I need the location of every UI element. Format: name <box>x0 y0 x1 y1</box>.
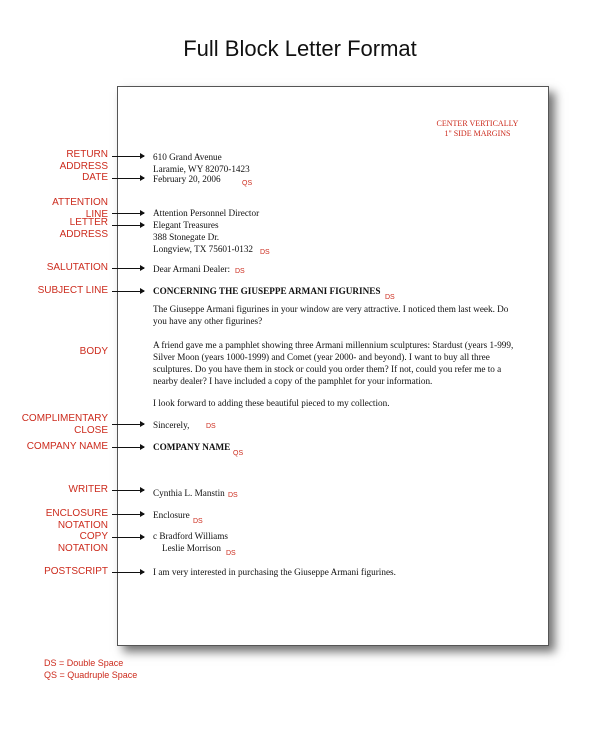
label-body: BODY <box>79 346 108 357</box>
center-vertically-note <box>420 119 535 139</box>
label-enclosure-notation: ENCLOSURE NOTATION <box>45 508 108 531</box>
arrow-subject-line <box>112 291 144 292</box>
arrow-date <box>112 178 144 179</box>
arrow-enclosure-notation <box>112 514 144 515</box>
ds-mark: DS <box>385 294 395 301</box>
label-date: DATE <box>82 172 108 183</box>
enclosure-notation: Enclosure <box>153 510 190 520</box>
legend-qs: QS = Quadruple Space <box>44 670 138 680</box>
ds-mark: DS <box>260 249 270 256</box>
company-name: COMPANY NAME <box>153 442 231 452</box>
label-copy-notation: COPY NOTATION <box>57 531 108 554</box>
salutation: Dear Armani Dealer: <box>153 264 231 274</box>
arrow-postscript <box>112 572 144 573</box>
writer-name: Cynthia L. Manstin <box>153 488 225 498</box>
label-subject-line: SUBJECT LINE <box>37 285 108 296</box>
arrow-complimentary-close <box>112 424 144 425</box>
label-company-name: COMPANY NAME <box>26 441 108 452</box>
arrow-salutation <box>112 268 144 269</box>
ds-mark: DS <box>226 550 236 557</box>
subject-line: CONCERNING THE GIUSEPPE ARMANI FIGURINES <box>153 286 381 296</box>
ds-mark: DS <box>228 492 238 499</box>
ds-mark: DS <box>193 518 203 525</box>
copy-notation: c Bradford Williams Leslie Morrison <box>153 531 228 553</box>
label-writer: WRITER <box>68 484 108 495</box>
body-paragraph-1: The Giuseppe Armani figurines in your window are very attractive. I noticed them last week. Do you have any other figurines? <box>153 304 509 326</box>
arrow-writer <box>112 490 144 491</box>
center-note-line2: 1" SIDE MARGINS <box>444 129 511 138</box>
arrow-letter-address <box>112 225 144 226</box>
label-letter-address: LETTER ADDRESS <box>59 217 108 240</box>
body-paragraph-3: I look forward to adding these beautiful pieced to my collection. <box>153 398 390 408</box>
body-paragraph-2: A friend gave me a pamphlet showing three Armani millennium sculptures: Stardust (years 1-999, Silver Moon (years 1000-1999) and Comet (year 2000- and beyond). I want to buy all three sculptures. Do you have them in stock or could you order them? If not, could you refer me to a nearby dealer? I have included a copy of the pamphlet for your information. <box>153 340 514 386</box>
label-salutation: SALUTATION <box>46 262 108 273</box>
return-address: 610 Grand Avenue Laramie, WY 82070-1423 <box>153 152 250 174</box>
qs-mark: QS <box>233 450 244 457</box>
label-attention-line: ATTENTION LINE <box>52 197 108 220</box>
ds-mark: DS <box>235 268 245 275</box>
inside-address: Elegant Treasures 388 Stonegate Dr. Longview, TX 75601-0132 <box>153 220 254 254</box>
postscript: I am very interested in purchasing the Giuseppe Armani figurines. <box>153 567 396 577</box>
complimentary-close: Sincerely, <box>153 420 190 430</box>
label-complimentary-close: COMPLIMENTARY CLOSE <box>21 413 108 436</box>
label-return-address: RETURN ADDRESS <box>59 149 108 172</box>
arrow-company-name <box>112 447 144 448</box>
arrow-attention-line <box>112 213 144 214</box>
label-postscript: POSTSCRIPT <box>44 566 108 577</box>
page-title: Full Block Letter Format <box>183 36 417 61</box>
ds-mark: DS <box>206 423 216 430</box>
qs-mark: QS <box>242 180 253 187</box>
arrow-return-address <box>112 156 144 157</box>
center-note-line1: CENTER VERTICALLY <box>436 119 519 128</box>
attention-line: Attention Personnel Director <box>153 208 260 218</box>
legend-ds: DS = Double Space <box>44 658 124 668</box>
letter-date: February 20, 2006 <box>153 174 221 184</box>
arrow-copy-notation <box>112 537 144 538</box>
